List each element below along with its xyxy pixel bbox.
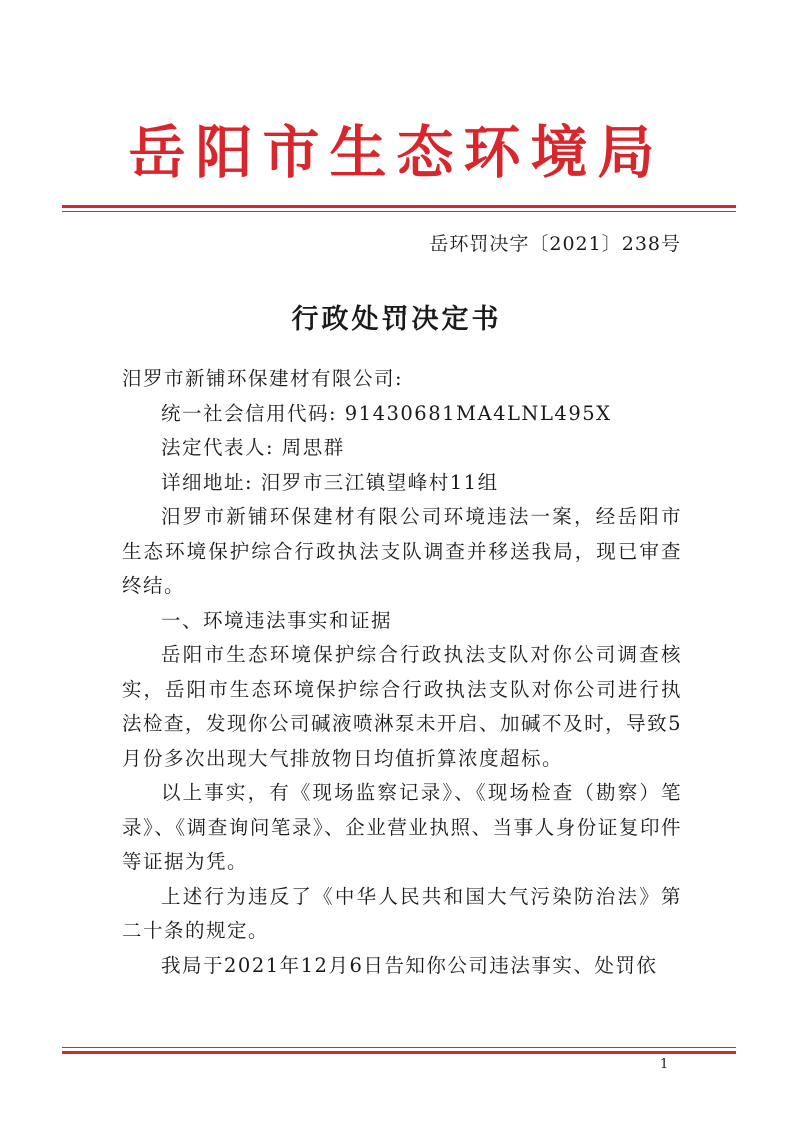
credit-code-line: 统一社会信用代码: 91430681MA4LNL495X <box>161 401 612 425</box>
evidence-paragraph: 以上事实，有《现场监察记录》、《现场检查（勘察）笔录》、《调查询问笔录》、企业营业执照、当事人身份证复印件等证据为凭。 <box>122 781 682 873</box>
agency-letterhead-title: 岳阳市生态环境局 <box>128 120 665 186</box>
legal-representative-line: 法定代表人: 周思群 <box>161 436 345 459</box>
address-line: 详细地址: 汨罗市三江镇望峰村11组 <box>161 470 499 494</box>
footer-thick-rule <box>62 1051 736 1054</box>
page-number: 1 <box>660 1057 669 1072</box>
section-heading: 一、环境违法事实和证据 <box>161 608 393 632</box>
intro-paragraph: 汨罗市新铺环保建材有限公司环境违法一案，经岳阳市生态环境保护综合行政执法支队调查并移送我局，现已审查终结。 <box>122 505 682 597</box>
document-title: 行政处罚决定书 <box>291 304 502 335</box>
facts-paragraph: 岳阳市生态环境保护综合行政执法支队对你公司调查核实，岳阳市生态环境保护综合行政执法支队对你公司进行执法检查，发现你公司碱液喷淋泵未开启、加碱不及时，导致5月份多次出现大气排放物日均值折算浓度超标。 <box>122 643 682 770</box>
violation-paragraph: 上述行为违反了《中华人民共和国大气污染防治法》第二十条的规定。 <box>122 884 682 942</box>
addressee: 汨罗市新铺环保建材有限公司: <box>122 367 404 390</box>
footer-thin-rule <box>62 1047 736 1048</box>
notification-paragraph: 我局于2021年12月6日告知你公司违法事实、处罚依 <box>161 953 658 977</box>
header-thin-rule <box>62 211 736 212</box>
header-thick-rule <box>62 205 736 208</box>
document-number: 岳环罚决字〔2021〕238号 <box>429 233 681 255</box>
document-body <box>122 362 682 983</box>
